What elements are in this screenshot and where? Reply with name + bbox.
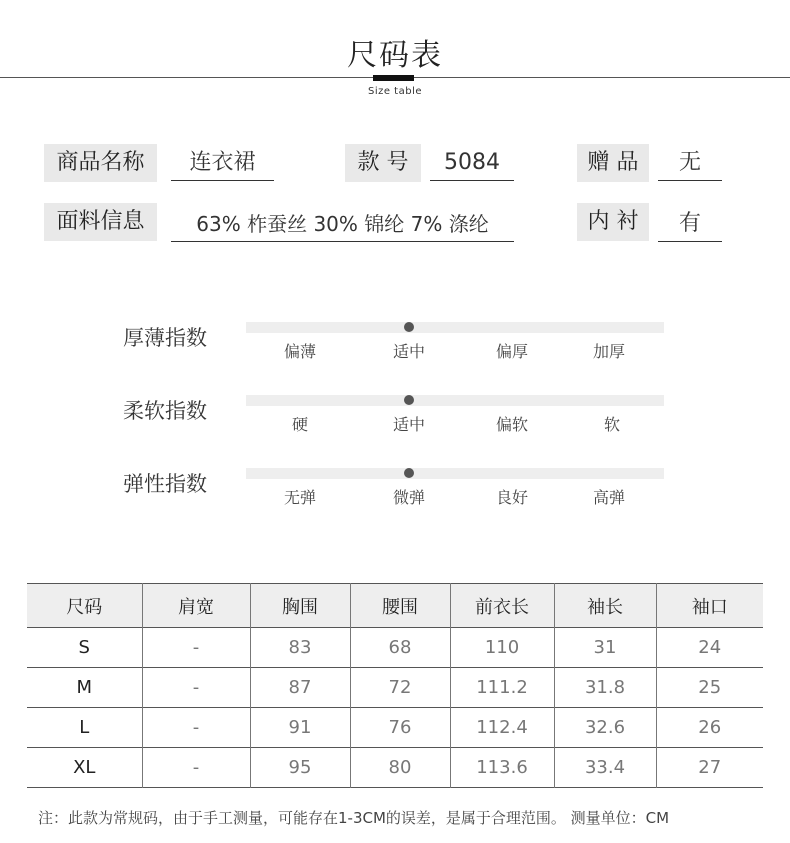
table-cell: 110 xyxy=(450,628,554,668)
table-cell: 68 xyxy=(350,628,450,668)
softness-option: 硬 xyxy=(291,415,308,434)
table-cell: 83 xyxy=(250,628,350,668)
column-header-cuff: 袖口 xyxy=(691,596,728,618)
table-row xyxy=(27,748,763,788)
column-header-bust: 胸围 xyxy=(250,584,350,628)
lining-value: 有 xyxy=(658,207,722,242)
thickness-option: 偏厚 xyxy=(495,342,528,361)
table-cell: 80 xyxy=(350,748,450,788)
table-cell: 95 xyxy=(250,748,350,788)
table-cell: 72 xyxy=(350,668,450,708)
table-row xyxy=(27,708,763,748)
elasticity-option: 高弹 xyxy=(592,488,625,507)
style-number-label: 款 号 xyxy=(345,144,421,182)
column-header-sleeve-length: 袖长 xyxy=(554,584,656,628)
style-number-value: 5084 xyxy=(430,146,514,181)
table-cell: 24 xyxy=(698,637,722,658)
table-row xyxy=(27,668,763,708)
table-cell: 27 xyxy=(698,757,722,778)
softness-option: 偏软 xyxy=(495,415,528,434)
size-table xyxy=(27,583,763,788)
fabric-label: 面料信息 xyxy=(44,203,157,241)
thickness-index-label: 厚薄指数 xyxy=(123,326,207,350)
softness-option: 软 xyxy=(603,415,620,434)
thickness-index-marker xyxy=(404,322,414,332)
table-cell: - xyxy=(142,708,250,748)
table-cell: 33.4 xyxy=(554,748,656,788)
measurement-note: 注：此款为常规码，由于手工测量，可能存在1-3CM的误差，是属于合理范围。 测量单位：CM xyxy=(38,809,670,827)
table-cell: 32.6 xyxy=(554,708,656,748)
table-cell: 91 xyxy=(250,708,350,748)
product-name-value: 连衣裙 xyxy=(171,146,274,181)
lining-label: 内 衬 xyxy=(577,203,649,241)
table-cell: - xyxy=(142,668,250,708)
elasticity-index-marker xyxy=(404,468,414,478)
title-accent-bar xyxy=(373,75,414,81)
softness-option: 适中 xyxy=(392,415,425,434)
table-cell: XL xyxy=(27,748,142,788)
thickness-index-track xyxy=(246,322,664,333)
column-header-front-length: 前衣长 xyxy=(450,584,554,628)
thickness-option: 偏薄 xyxy=(283,342,316,361)
column-header-size: 尺码 xyxy=(27,584,142,628)
fabric-value: 63% 柞蚕丝 30% 锦纶 7% 涤纶 xyxy=(171,207,514,242)
table-cell: 111.2 xyxy=(450,668,554,708)
table-cell: 31 xyxy=(554,628,656,668)
gift-label: 赠 品 xyxy=(577,144,649,182)
gift-value: 无 xyxy=(658,146,722,181)
column-header-shoulder: 肩宽 xyxy=(142,584,250,628)
page-title: 尺码表 xyxy=(347,38,443,73)
elasticity-index-track xyxy=(246,468,664,479)
thickness-option: 适中 xyxy=(392,342,425,361)
table-cell: 25 xyxy=(698,677,722,698)
elasticity-option: 良好 xyxy=(495,488,528,507)
size-table-header-row xyxy=(27,584,763,628)
table-cell: - xyxy=(142,748,250,788)
table-row xyxy=(27,628,763,668)
softness-index-label: 柔软指数 xyxy=(123,399,207,423)
table-cell: S xyxy=(27,628,142,668)
elasticity-option: 微弹 xyxy=(392,488,425,507)
softness-index-track xyxy=(246,395,664,406)
table-cell: M xyxy=(27,668,142,708)
table-cell: 113.6 xyxy=(450,748,554,788)
table-cell: 76 xyxy=(350,708,450,748)
table-cell: L xyxy=(27,708,142,748)
table-cell: 31.8 xyxy=(554,668,656,708)
table-cell: 26 xyxy=(698,717,722,738)
softness-index-marker xyxy=(404,395,414,405)
product-name-label: 商品名称 xyxy=(44,144,157,182)
page-subtitle: Size table xyxy=(367,86,423,97)
elasticity-option: 无弹 xyxy=(283,488,316,507)
table-cell: 112.4 xyxy=(450,708,554,748)
thickness-option: 加厚 xyxy=(592,342,625,361)
table-cell: - xyxy=(142,628,250,668)
elasticity-index-label: 弹性指数 xyxy=(123,472,207,496)
column-header-waist: 腰围 xyxy=(350,584,450,628)
table-cell: 87 xyxy=(250,668,350,708)
